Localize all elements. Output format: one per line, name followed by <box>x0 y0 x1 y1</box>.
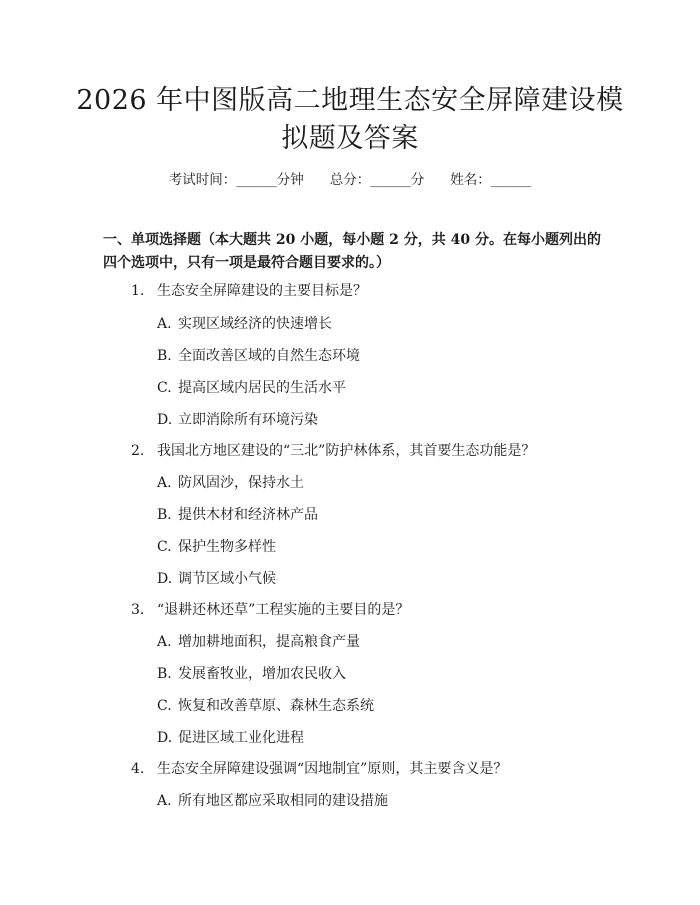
document-title-line-1: 2026 年中图版高二地理生态安全屏障建设模 <box>76 85 624 116</box>
option-letter: D. <box>157 571 173 587</box>
question-number: 4. <box>131 761 145 777</box>
option-text: 所有地区都应采取相同的建设措施 <box>178 793 388 809</box>
option-letter: A. <box>157 793 172 809</box>
question-number: 3. <box>131 602 145 618</box>
option-letter: D. <box>157 412 173 428</box>
option-text: 恢复和改善草原、森林生态系统 <box>178 698 374 714</box>
question-number: 2. <box>131 443 145 459</box>
exam-meta-line <box>0 168 700 188</box>
option-text: 全面改善区域的自然生态环境 <box>178 348 360 364</box>
question-1-option-c <box>157 379 346 397</box>
question-3-option-b <box>157 665 346 683</box>
option-letter: C. <box>157 539 172 555</box>
option-text: 提供木材和经济林产品 <box>178 507 318 523</box>
option-letter: A. <box>157 316 172 332</box>
question-1-option-b <box>157 347 360 365</box>
question-text: 生态安全屏障建设的主要目标是？ <box>157 283 367 299</box>
option-letter: D. <box>157 730 173 746</box>
question-3-option-a <box>157 633 360 651</box>
exam-time-field: 考试时间：______分钟 <box>168 172 304 188</box>
option-text: 发展畜牧业，增加农民收入 <box>178 666 346 682</box>
option-text: 促进区域工业化进程 <box>178 730 304 746</box>
question-4 <box>131 760 507 778</box>
question-1-option-d <box>157 411 318 429</box>
question-text: 生态安全屏障建设强调“因地制宜”原则，其主要含义是？ <box>157 761 508 777</box>
option-letter: C. <box>157 698 172 714</box>
option-text: 提高区域内居民的生活水平 <box>178 380 346 396</box>
question-2-option-b <box>157 506 318 524</box>
question-1 <box>131 282 367 300</box>
question-1-option-a <box>157 315 332 333</box>
option-letter: A. <box>157 634 172 650</box>
document-title-line-2: 拟题及答案 <box>281 123 419 154</box>
question-3 <box>131 601 409 619</box>
section-heading: 一、单项选择题（本大题共 20 小题，每小题 2 分，共 40 分。在每小题列出的四个选项中，只有一项是最符合题目要求的。） <box>103 232 601 271</box>
question-2 <box>131 442 535 460</box>
question-text: “退耕还林还草”工程实施的主要目的是？ <box>157 602 410 618</box>
option-text: 调节区域小气候 <box>178 571 276 587</box>
option-text: 保护生物多样性 <box>178 539 276 555</box>
student-name-field: 姓名：______ <box>450 172 532 188</box>
question-3-option-c <box>157 697 374 715</box>
option-text: 立即消除所有环境污染 <box>178 412 318 428</box>
question-number: 1. <box>131 283 145 299</box>
option-letter: B. <box>157 348 172 364</box>
question-3-option-d <box>157 729 304 747</box>
question-4-option-a <box>157 792 388 810</box>
option-text: 实现区域经济的快速增长 <box>178 316 332 332</box>
question-2-option-a <box>157 474 304 492</box>
option-letter: A. <box>157 475 172 491</box>
option-letter: B. <box>157 507 172 523</box>
option-letter: B. <box>157 666 172 682</box>
question-text: 我国北方地区建设的“三北”防护林体系，其首要生态功能是？ <box>157 443 536 459</box>
question-2-option-d <box>157 570 276 588</box>
total-score-field: 总分：______分 <box>329 172 425 188</box>
question-2-option-c <box>157 538 276 556</box>
option-text: 增加耕地面积，提高粮食产量 <box>178 634 360 650</box>
option-text: 防风固沙，保持水土 <box>178 475 304 491</box>
option-letter: C. <box>157 380 172 396</box>
